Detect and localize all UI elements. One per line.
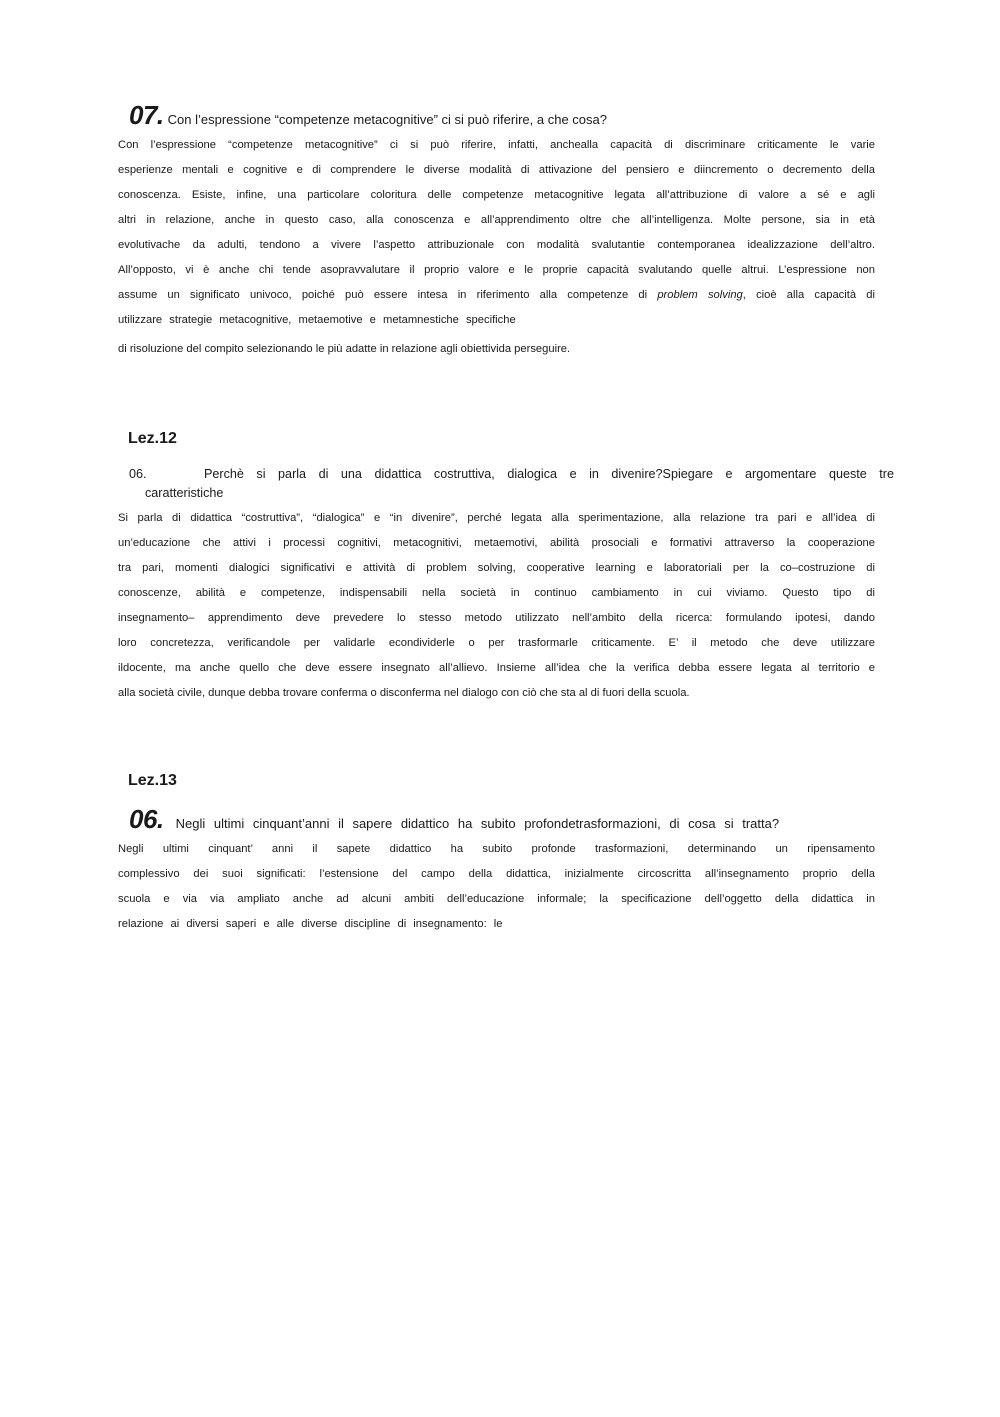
question-text-continuation: caratteristiche: [145, 486, 224, 500]
italic-term: problem solving: [657, 289, 743, 301]
text-line: utilizzare strategie metacognitive, metaemotive e metamnestiche specifiche: [118, 314, 516, 326]
text-line: evolutivache da adulti, tendono a vivere l’aspetto attribuzionale con modalità svalutantie contemporanea idealizzazione dell’altro.: [118, 239, 875, 251]
text-line: Con l’espressione “competenze metacognitive” ci si può riferire, infatti, anchealla capacità di discriminare criticamente le varie: [118, 139, 875, 151]
text-line: Negli ultimi cinquant’ anni il sapete didattico ha subito profonde trasformazioni, determinando un ripensamento: [118, 843, 875, 855]
text-line: complessivo dei suoi significati: l’estensione del campo della didattica, inizialmente circoscritta all’insegnamento proprio della: [118, 868, 875, 880]
section-heading-lez13: Lez.13: [128, 772, 177, 789]
section-heading-lez12: Lez.12: [128, 430, 177, 447]
text-line: un’educazione che attivi i processi cognitivi, metacognitivi, metaemotivi, abilità prosociali e formativi attraverso la cooperazione: [118, 537, 875, 549]
question-number: 06.: [129, 467, 147, 481]
text-line: loro concretezza, verificandole per validarle econdividerle o per trasformarle criticamente. E’ il metodo che deve utilizzare: [118, 637, 875, 649]
answer-07-paragraph: [118, 133, 875, 333]
question-text: Con l’espressione “competenze metacognitive” ci si può riferire, a che cosa?: [167, 112, 607, 127]
text-line: ildocente, ma anche quello che deve essere insegnato all’allievo. Insieme all’idea che la verifica debba essere legata al territorio e: [118, 662, 875, 674]
question-number: 06.: [129, 804, 164, 834]
text-line: All’opposto, vi è anche chi tende asopravvalutare il proprio valore e le proprie capacità svalutando quelle altrui. L’espressione non: [118, 264, 875, 276]
answer-13-paragraph: [118, 837, 875, 937]
text-line: Si parla di didattica “costruttiva”, “dialogica” e “in divenire”, perché legata alla sperimentazione, alla relazione tra pari e all’idea di: [118, 512, 875, 524]
text-line: scuola e via via ampliato anche ad alcuni ambiti dell’educazione informale; la specificazione dell’oggetto della didattica in: [118, 893, 875, 905]
answer-12-paragraph: [118, 506, 875, 706]
answer-07-final-line: di risoluzione del compito selezionando le più adatte in relazione agli obiettivida perseguire.: [118, 343, 571, 355]
question-12-header: [129, 465, 894, 503]
text-line: alla società civile, dunque debba trovare conferma o disconferma nel dialogo con ciò che sta al di fuori della scuola.: [118, 687, 690, 699]
text-line: altri in relazione, anche in questo caso, alla conoscenza e all’apprendimento oltre che all’intelligenza. Molte persone, sia in età: [118, 214, 875, 226]
question-number: 07.: [129, 100, 164, 130]
text-line-with-italic: [118, 283, 875, 308]
text-segment: , cioè alla capacità di: [742, 289, 876, 301]
text-line: relazione ai diversi saperi e alle diverse discipline di insegnamento: le: [118, 918, 503, 930]
question-text: Negli ultimi cinquant’anni il sapere didattico ha subito profondetrasformazioni, di cosa si tratta?: [175, 816, 780, 831]
question-07-header: [129, 100, 607, 131]
text-line: tra pari, momenti dialogici significativi e attività di problem solving, cooperative learning e laboratoriali per la co–costruzione di: [118, 562, 875, 574]
text-line: insegnamento– apprendimento deve prevedere lo stesso metodo utilizzato nell’ambito della ricerca: formulando ipotesi, dando: [118, 612, 875, 624]
question-13-header: [129, 804, 779, 835]
text-line: conoscenze, abilità e competenze, indispensabili nella società in continuo cambiamento in cui viviamo. Questo tipo di: [118, 587, 875, 599]
text-line: esperienze mentali e cognitive e di comprendere le diverse modalità di attivazione del pensiero e diincremento o decremento della: [118, 164, 875, 176]
question-text: Perchè si parla di una didattica costruttiva, dialogica e in divenire?Spiegare e argomentare queste tre: [204, 467, 894, 481]
text-segment: assume un significato univoco, poiché può essere intesa in riferimento alla competenze di: [118, 289, 648, 301]
text-line: conoscenza. Esiste, infine, una particolare coloritura delle competenze metacognitive legata all’attribuzione di valore a sé e agli: [118, 189, 875, 201]
